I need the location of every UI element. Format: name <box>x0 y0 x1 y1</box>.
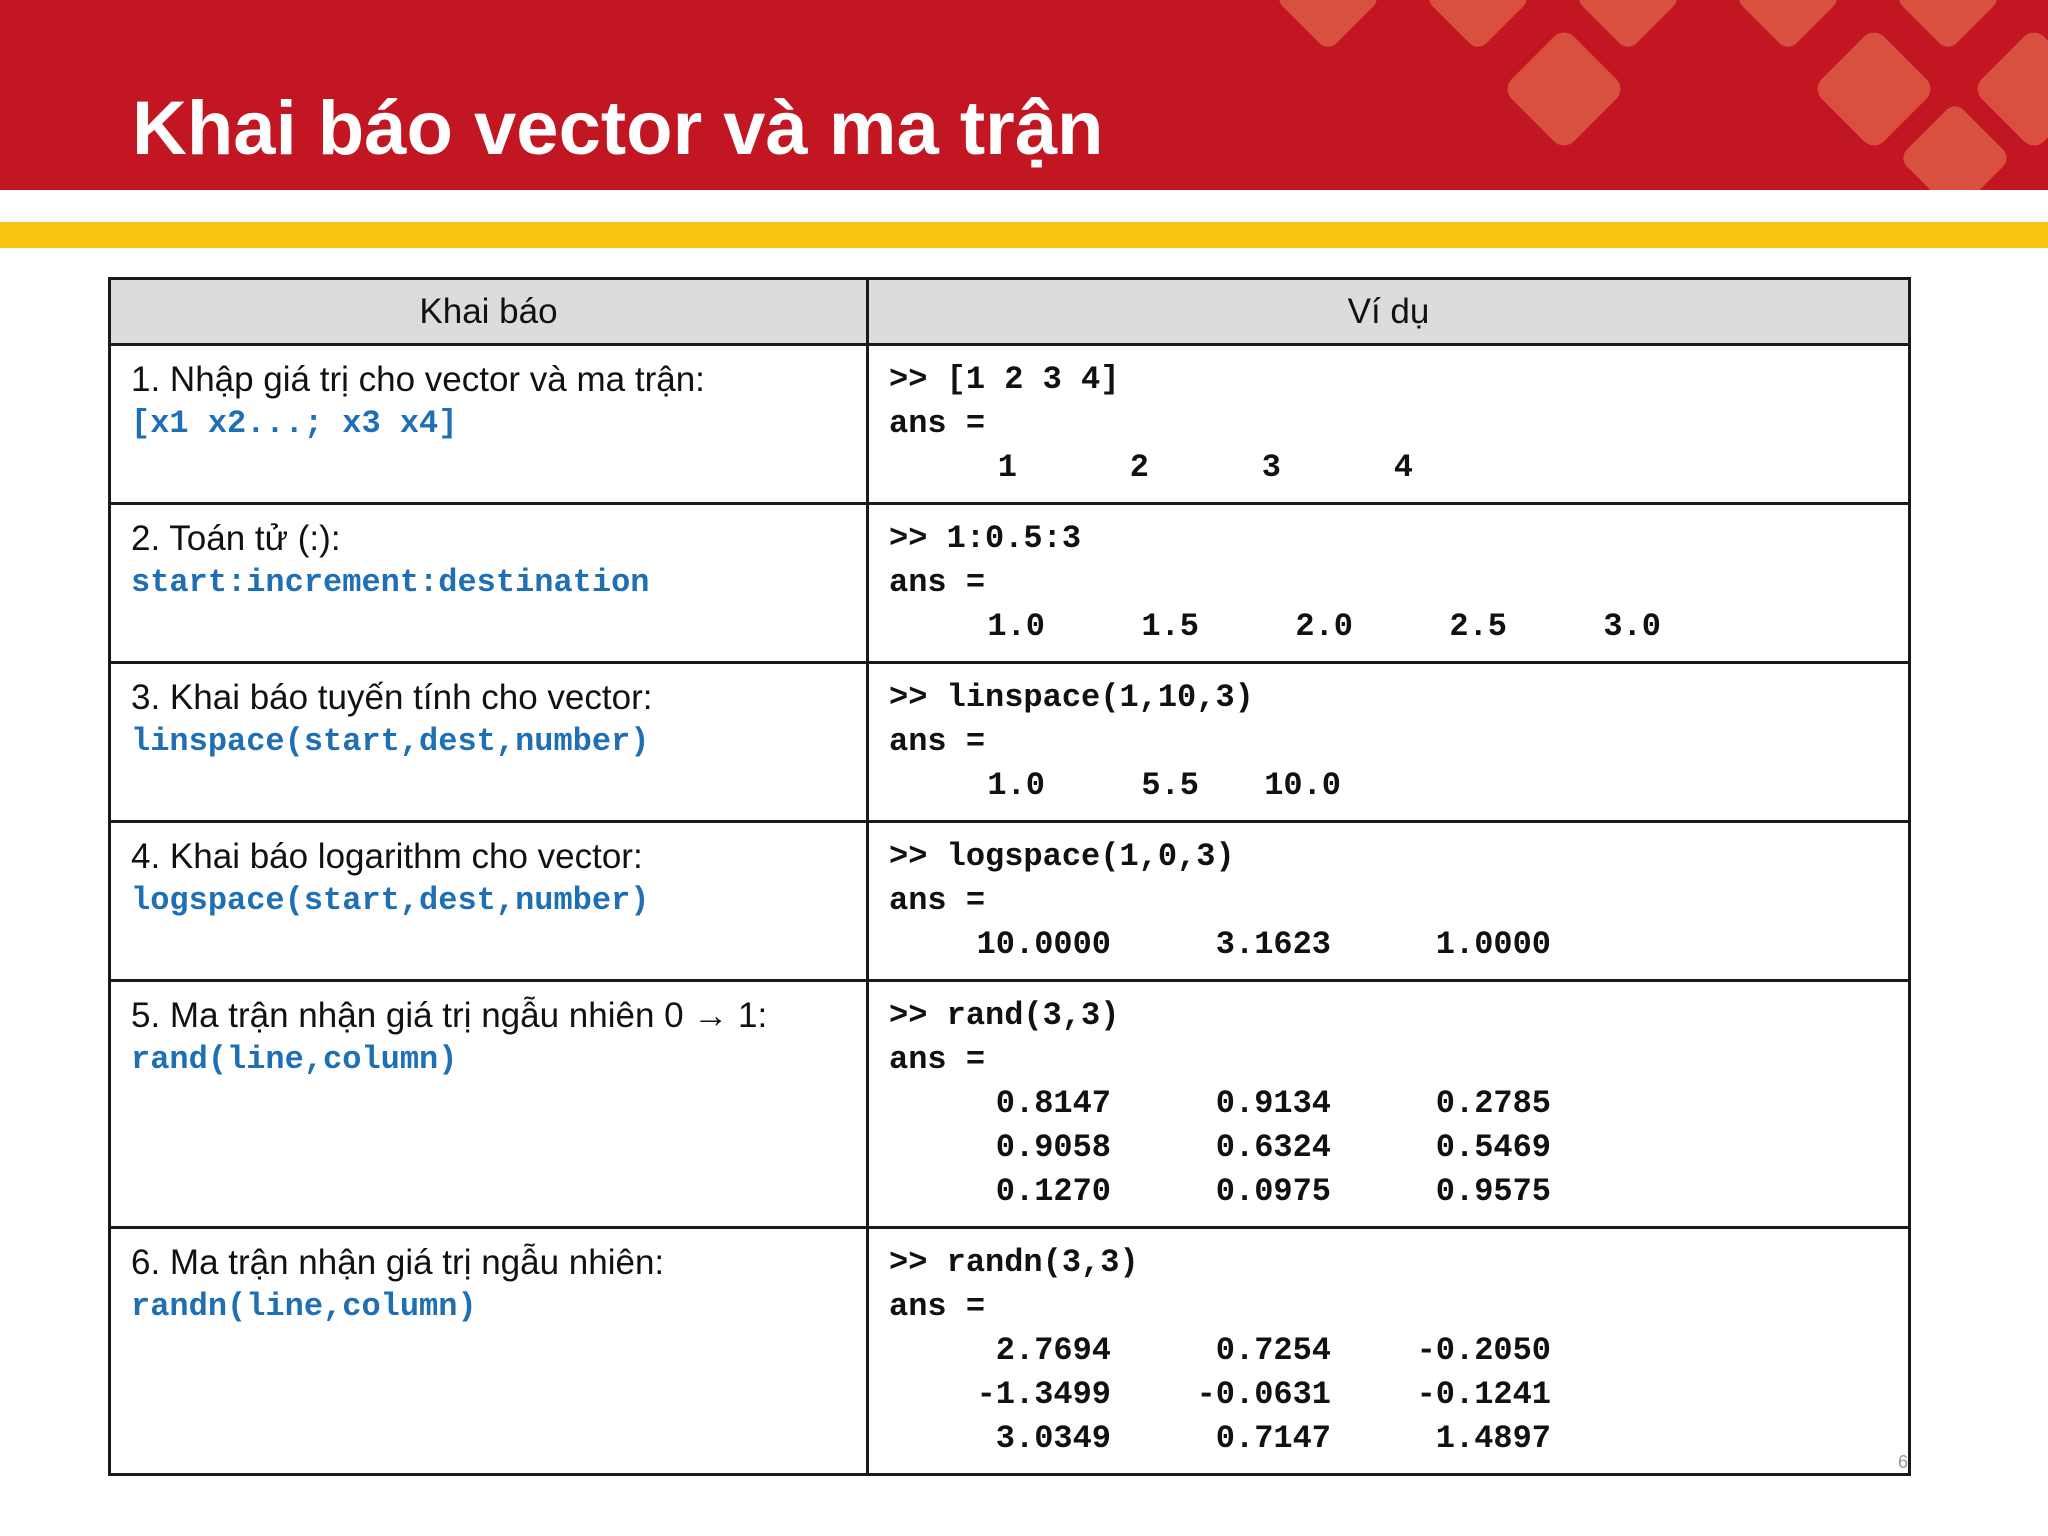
syntax-text: randn(line,column) <box>131 1288 477 1325</box>
declaration-cell <box>110 981 868 1228</box>
result-value: 1.5 <box>1141 608 1199 645</box>
result-value: 3 <box>1261 449 1281 486</box>
ans-line: ans = <box>889 882 986 919</box>
table-header-row <box>110 279 1910 345</box>
syntax-text: linspace(start,dest,number) <box>131 723 650 760</box>
ans-line: ans = <box>889 1288 986 1325</box>
declaration-cell <box>110 1228 868 1475</box>
ans-line: ans = <box>889 405 986 442</box>
command-line: >> linspace(1,10,3) <box>889 679 1254 716</box>
table-row <box>110 345 1910 504</box>
result-row <box>889 923 1888 967</box>
result-value: 0.9058 <box>995 1129 1111 1166</box>
result-value: 10.0 <box>1264 767 1341 804</box>
declaration-table <box>108 277 1911 1476</box>
result-value: 5.5 <box>1141 767 1199 804</box>
result-value: 2.0 <box>1295 608 1353 645</box>
result-row <box>889 764 1888 808</box>
page-number: 6 <box>1897 1452 1908 1472</box>
result-row <box>889 1373 1888 1417</box>
table-row <box>110 981 1910 1228</box>
command-line: >> randn(3,3) <box>889 1244 1139 1281</box>
result-value: 1.0 <box>987 608 1045 645</box>
result-row <box>889 1082 1888 1126</box>
result-value: 3.0349 <box>995 1420 1111 1457</box>
ans-line: ans = <box>889 1041 986 1078</box>
slide-header <box>0 0 2048 190</box>
declaration-cell <box>110 504 868 663</box>
example-cell <box>868 345 1910 504</box>
ans-line: ans = <box>889 723 986 760</box>
declaration-cell <box>110 663 868 822</box>
column-header-example: Ví dụ <box>868 279 1910 345</box>
declaration-label: 3. Khai báo tuyến tính cho vector: <box>131 678 653 717</box>
result-value: 0.7254 <box>1215 1332 1331 1369</box>
result-value: 0.8147 <box>995 1085 1111 1122</box>
result-value: 1.4897 <box>1435 1420 1551 1457</box>
result-value: 0.9134 <box>1215 1085 1331 1122</box>
table-row <box>110 504 1910 663</box>
result-row <box>889 605 1888 649</box>
syntax-text: [x1 x2...; x3 x4] <box>131 405 458 442</box>
declaration-label: 5. Ma trận nhận giá trị ngẫu nhiên 0 → 1: <box>131 996 768 1035</box>
result-value: 0.7147 <box>1215 1420 1331 1457</box>
result-value: -0.1241 <box>1416 1376 1551 1413</box>
example-cell <box>868 663 1910 822</box>
accent-bar <box>0 222 2048 248</box>
declaration-label: 4. Khai báo logarithm cho vector: <box>131 837 643 876</box>
result-value: 0.5469 <box>1435 1129 1551 1166</box>
result-value: 4 <box>1393 449 1413 486</box>
result-value: 2 <box>1129 449 1149 486</box>
result-value: 0.1270 <box>995 1173 1111 1210</box>
result-value: -1.3499 <box>976 1376 1111 1413</box>
syntax-text: start:increment:destination <box>131 564 650 601</box>
result-row <box>889 1170 1888 1214</box>
declaration-label: 2. Toán tử (:): <box>131 519 341 558</box>
command-line: >> logspace(1,0,3) <box>889 838 1235 875</box>
column-header-declaration: Khai báo <box>110 279 868 345</box>
syntax-text: rand(line,column) <box>131 1041 458 1078</box>
example-cell <box>868 822 1910 981</box>
result-row <box>889 1329 1888 1373</box>
declaration-cell <box>110 345 868 504</box>
example-cell <box>868 1228 1910 1475</box>
page-title: Khai báo vector và ma trận <box>132 86 1104 171</box>
result-value: 10.0000 <box>976 926 1111 963</box>
declaration-cell <box>110 822 868 981</box>
result-row <box>889 446 1888 490</box>
command-line: >> [1 2 3 4] <box>889 361 1120 398</box>
result-value: 1 <box>997 449 1017 486</box>
table-row <box>110 822 1910 981</box>
command-line: >> 1:0.5:3 <box>889 520 1082 557</box>
result-value: 3.0 <box>1603 608 1661 645</box>
table-row <box>110 1228 1910 1475</box>
syntax-text: logspace(start,dest,number) <box>131 882 650 919</box>
declaration-label: 6. Ma trận nhận giá trị ngẫu nhiên: <box>131 1243 665 1282</box>
result-row <box>889 1417 1888 1461</box>
result-value: 2.5 <box>1449 608 1507 645</box>
result-value: -0.2050 <box>1416 1332 1551 1369</box>
ans-line: ans = <box>889 564 986 601</box>
result-value: 3.1623 <box>1215 926 1331 963</box>
result-value: 0.2785 <box>1435 1085 1551 1122</box>
result-value: 0.6324 <box>1215 1129 1331 1166</box>
result-value: 1.0 <box>987 767 1045 804</box>
result-value: 0.9575 <box>1435 1173 1551 1210</box>
table-row <box>110 663 1910 822</box>
result-value: 0.0975 <box>1215 1173 1331 1210</box>
result-value: 1.0000 <box>1435 926 1551 963</box>
result-value: 2.7694 <box>995 1332 1111 1369</box>
example-cell <box>868 981 1910 1228</box>
declaration-label: 1. Nhập giá trị cho vector và ma trận: <box>131 360 705 399</box>
result-value: -0.0631 <box>1196 1376 1331 1413</box>
command-line: >> rand(3,3) <box>889 997 1120 1034</box>
example-cell <box>868 504 1910 663</box>
result-row <box>889 1126 1888 1170</box>
